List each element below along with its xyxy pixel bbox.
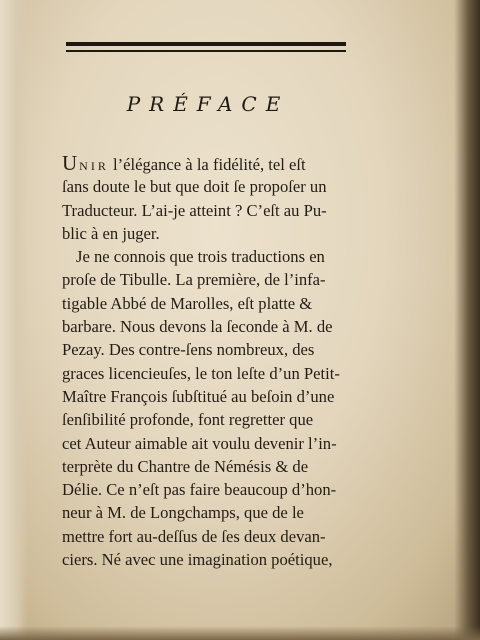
text-line: Traducteur. L’ai-je atteint ? C’eſt au Pu-	[62, 200, 327, 220]
text-line: Maître François ſubſtitué au beſoin d’une	[62, 386, 335, 406]
text-fragment: l’élégance à la fidélité, tel eſt	[108, 155, 306, 174]
dropcap: U	[62, 152, 80, 175]
text-line: blic à en juger.	[62, 223, 160, 243]
text-line: ſans doute le but que doit ſe propoſer un	[62, 177, 327, 197]
text-line: barbare. Nous devons la ſeconde à M. de	[62, 317, 333, 337]
text-line: Je ne connois que trois traductions en	[76, 247, 325, 267]
text-line: mettre fort au-deſſus de ſes deux devan-	[62, 526, 326, 546]
text-line: ciers. Né avec une imagination poétique,	[62, 550, 333, 570]
text-line: Pezay. Des contre-ſens nombreux, des	[62, 340, 315, 360]
text-line: Délie. Ce n’eſt pas faire beaucoup d’hon-	[62, 480, 337, 500]
smallcaps-word: nir	[79, 155, 109, 174]
text-line: tigable Abbé de Marolles, eſt platte &	[62, 293, 313, 313]
page-bottom-shadow	[0, 626, 480, 640]
text-line: neur à M. de Longchamps, que de le	[62, 503, 304, 523]
text-line: terprète du Chantre de Némésis & de	[62, 456, 309, 476]
text-line: cet Auteur aimable ait voulu devenir l’in-	[62, 433, 337, 453]
text-line: graces licencieuſes, le ton leſte d’un Petit-	[62, 363, 340, 383]
text-line	[62, 152, 382, 175]
header-rule-thin	[66, 50, 346, 52]
page-edge-shadow	[454, 0, 480, 640]
page-title: PRÉFACE	[126, 92, 290, 116]
text-line: proſe de Tibulle. La première, de l’infa-	[62, 270, 326, 290]
header-rule-thick	[66, 42, 346, 46]
preface-text	[62, 152, 382, 571]
text-line: ſenſibilité profonde, font regretter que	[62, 410, 314, 430]
